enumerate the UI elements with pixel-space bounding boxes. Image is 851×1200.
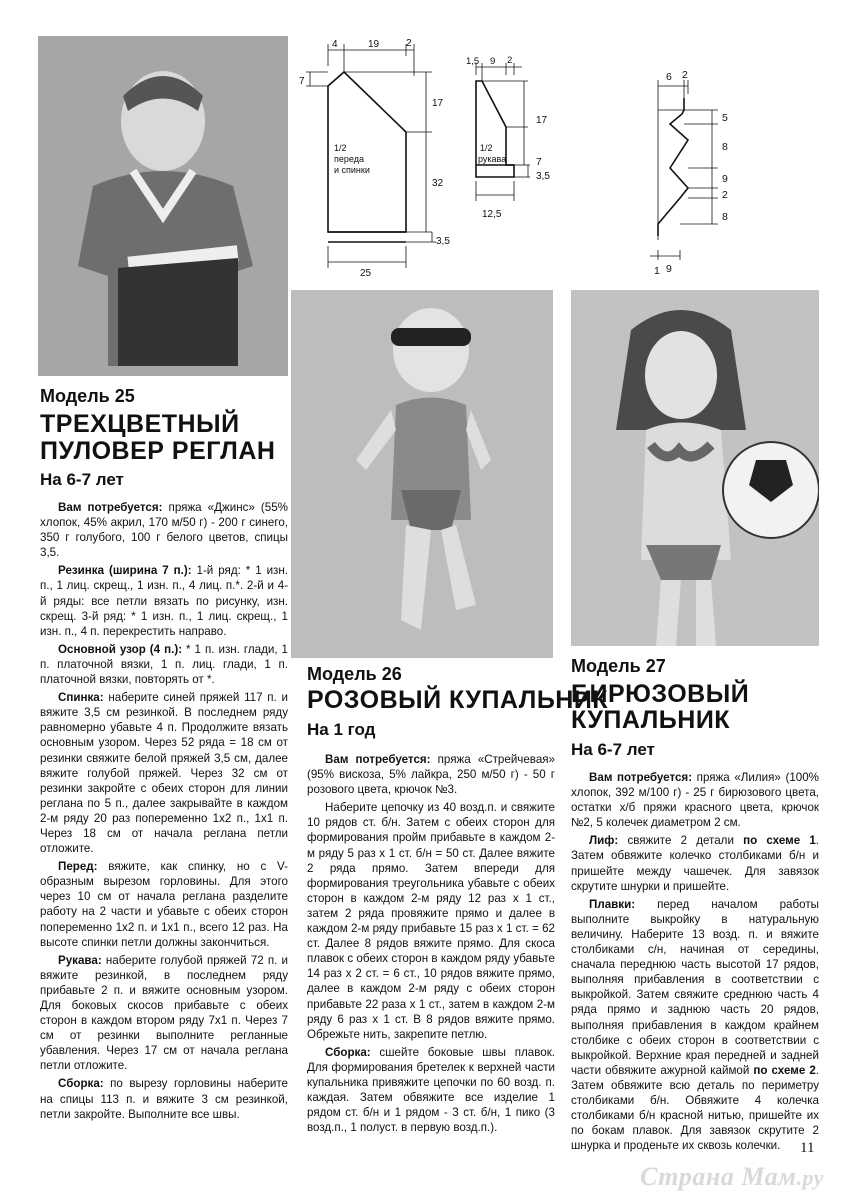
diagram3-dim-2-right: 2 [722, 189, 728, 201]
diagram2-dim-3-5: 3,5 [536, 171, 550, 182]
diagram2-label-line2: рукава [478, 154, 507, 164]
diagram3-dim-1: 1 [654, 265, 660, 277]
watermark-suffix: .ру [796, 1165, 824, 1190]
watermark [640, 1162, 824, 1192]
model-26-assembly: Сборка: сшейте боковые швы плавок. Для формирования бретелек к верхней части купальника привяжите цепочки по 60 возд. п. каждая. Затем обвяжите все изделие 1 рядом ст. б/н и 1 рядом - 3 ст. б/н, 1 пико (3 возд.п., 1 полуст. в первую возд.п.). [307, 1045, 555, 1135]
model-25-age: На 6-7 лет [40, 470, 124, 489]
diagram2-dim-2: 2 [507, 55, 513, 66]
diagram3-dim-9-right: 9 [722, 173, 728, 185]
diagram-briefs-pattern [640, 60, 750, 280]
model-27-number: Модель 27 [571, 656, 666, 676]
diagram1-dim-19: 19 [368, 39, 380, 50]
model-26-instructions [307, 752, 555, 1138]
diagram2-dim-12-5: 12,5 [482, 209, 502, 220]
diagram3-dim-8-lower: 8 [722, 211, 728, 223]
model-25-instructions [40, 500, 288, 1125]
model-25-title-line1: ТРЕХЦВЕТНЫЙ [40, 410, 240, 438]
model-25-title-line2: ПУЛОВЕР РЕГЛАН [40, 437, 276, 465]
diagram3-dim-9-bottom: 9 [666, 263, 672, 275]
diagram1-dim-25: 25 [360, 268, 372, 279]
model-27-bodice: Лиф: свяжите 2 детали по схеме 1. Затем обвяжите колечко столбиками б/н и пришейте между чашечек. Для завязок скрутите шнурки и пришейте. [571, 834, 820, 893]
diagram2-dim-17: 17 [536, 115, 548, 126]
diagram1-dim-7: 7 [299, 76, 305, 87]
diagram-front-back-pattern [296, 36, 460, 279]
page-number: 11 [800, 1140, 815, 1156]
diagram2-dim-7: 7 [536, 157, 542, 168]
model-27-title-line2: КУПАЛЬНИК [571, 706, 731, 734]
model-25-pattern: Основной узор (4 п.): * 1 п. изн. глади, 1 п. платочной вязки, 1 п. лиц. глади, 1 п. платочной вязки, повторять от *. [40, 642, 288, 687]
model-25-number: Модель 25 [40, 386, 135, 406]
diagram1-dim-32: 32 [432, 178, 444, 189]
model-26-main: Наберите цепочку из 40 возд.п. и свяжите 10 рядов ст. б/н. Затем с обеих сторон для формирования пройм прибавьте в каждом 2-м ряду 5 раз х 1 ст. б/н = 50 ст. Далее вяжите 2 ряда прямо. Затем впереди для формирования треугольника убавьте с обеих сторон в каждом 2-м ряду 12 раз х 1 ст., затем 2 ряда провяжите прямо и далее в каждом 2-м ряду прибавьте 15 раз х 1 ст. = 62 ст. Далее 8 рядов вяжите прямо. Для скоса плавок с обеих сторон в каждом ряду убавьте 14 раз х 2 ст. = 6 ст., 10 рядов вяжите прямо, далее в каждом 2-м ряду с обеих сторон прибавьте 22 раза х 1 ст., затем в каждом 2-м ряду 6 раз х 1 ст. В 8 рядов вяжите прямо. Обрежьте нить, закрепите петлю. [307, 801, 555, 1041]
diagram1-dim-4: 4 [332, 39, 338, 50]
model-27-briefs: Плавки: перед началом работы выполните выкройку в натуральную величину. Наберите 13 возд. п. и вяжите столбиками с/н, начиная от середины, сначала переднюю часть высотой 17 рядов, выполняя прибавления в соответствии с выкройкой. Затем свяжите среднюю часть 4 ряда прямо и заднюю часть 20 рядов, выполняя прибавления в каждом крайнем столбике с обеих сторон в соответствии с выкройкой. Верхние края передней и задней части обвяжите ажурной каймой по схеме 2. Затем обвяжите всю деталь по периметру столбиками б/н. Обвяжите 4 колечка столбиками б/н красной нитью, пришейте их по бокам плавок. Для завязок скрутите 2 шнурка и проденьте их сквозь колечки. [571, 897, 819, 1153]
model-26-title: РОЗОВЫЙ КУПАЛЬНИК [307, 686, 609, 714]
diagram3-dim-5: 5 [722, 112, 728, 124]
photo-model-27-girl [571, 290, 819, 646]
diagram1-label-line2: переда [334, 154, 364, 164]
model-25-front: Перед: вяжите, как спинку, но с V-образным вырезом горловины. Для этого через 10 см от начала реглана разделите работу на 2 части и убавьте с обеих сторон попеременно 1х2 п. и 1х1 п., всего 12 раз. На высоте спинки петли должны закончиться. [40, 860, 288, 949]
model-25-materials: Вам потребуется: пряжа «Джинс» (55% хлопок, 45% акрил, 170 м/50 г) - 200 г синего, 350 г голубого, 100 г белого цветов, спицы 3,5. [40, 501, 288, 560]
diagram2-dim-9: 9 [490, 56, 496, 67]
diagram1-dim-17: 17 [432, 98, 444, 109]
diagram1-dim-2: 2 [406, 38, 412, 49]
diagram3-dim-2-top: 2 [682, 69, 688, 81]
watermark-text: Страна Мам [640, 1162, 797, 1191]
model-25-sleeves: Рукава: наберите голубой пряжей 72 п. и вяжите резинкой, в последнем ряду прибавьте 2 п. и вяжите основным узором. Для боковых скосов прибавьте с обеих сторон в каждом втором ряду 7х1 п. Через 7 см от резинки выполните регланные убавления. Через 17 см от начала реглана петли отложите. [40, 953, 288, 1073]
model-27-materials: Вам потребуется: пряжа «Лилия» (100% хлопок, 392 м/100 г) - 25 г бирюзового цвета, остатки х/б пряжи красного цвета, крючок №2, 5 колечек диаметром 2 см. [571, 771, 819, 830]
diagram3-dim-8-upper: 8 [722, 141, 728, 153]
model-26-age: На 1 год [307, 720, 376, 739]
model-25-back: Спинка: наберите синей пряжей 117 п. и вяжите 3,5 см резинкой. В последнем ряду равномерно убавьте 4 п. Продолжите вязать основным узором. Через 52 ряда = 18 см от резинки свяжите белой пряжей 3,5 см, далее вяжите голубой пряжей. Через 32 см от резинки закройте с обеих сторон для линии реглана по 5 п., далее закрывайте в каждом 2-м ряду 20 раз попеременно 1х2 п., 1х1 п. Через 18 см от начала реглана петли отложите. [40, 691, 288, 856]
diagram1-label-line1: 1/2 [334, 143, 347, 153]
diagram-sleeve-pattern [466, 55, 562, 225]
model-26-number: Модель 26 [307, 664, 402, 684]
diagram2-dim-1-5: 1,5 [466, 56, 480, 67]
photo-model-25-boy [38, 36, 288, 376]
model-26-materials: Вам потребуется: пряжа «Стрейчевая» (95% вискоза, 5% лайкра, 250 м/50 г) - 50 г розового цвета, крючок №3. [307, 753, 555, 797]
model-27-title-line1: БИРЮЗОВЫЙ [571, 680, 750, 708]
model-25-assembly: Сборка: по вырезу горловины наберите на спицы 113 п. и вяжите 3 см резинкой, петли закройте. Выполните все швы. [40, 1077, 288, 1121]
diagram1-dim-3-5: 3,5 [436, 236, 450, 247]
diagram2-label-line1: 1/2 [480, 143, 493, 153]
diagram1-label-line3: и спинки [334, 165, 370, 175]
model-25-rib: Резинка (ширина 7 п.): 1-й ряд: * 1 изн. п., 1 лиц. скрещ., 1 изн. п., 4 лиц. п.*. 2-й и 4-й ряды: все петли вязать по рисунку, изн. скрещ. 3-й ряд: * 1 изн. п., 1 лиц. скрещ., 1 изн. п., 4 п. перекрестить направо. [40, 564, 288, 638]
model-27-age: На 6-7 лет [571, 740, 655, 759]
photo-model-26-toddler [291, 290, 553, 658]
diagram3-dim-6: 6 [666, 71, 672, 83]
model-27-instructions [571, 770, 819, 1156]
